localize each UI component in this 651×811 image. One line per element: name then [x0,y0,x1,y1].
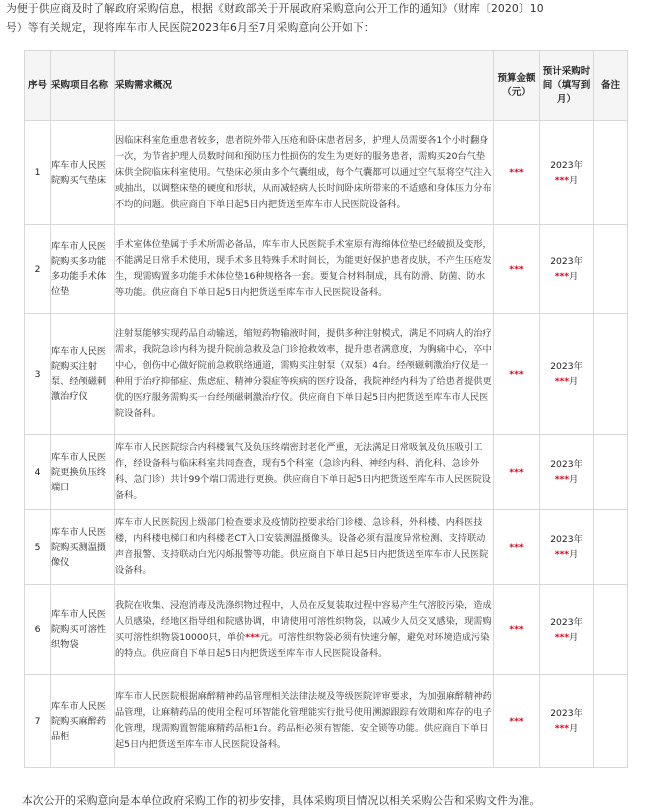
row-note [594,675,628,768]
row-no: 5 [25,510,51,585]
row-time [540,121,594,225]
time-year: 2023年 [550,459,583,470]
time-month: 月 [569,376,579,387]
row-desc: 因临床科室危重患者较多，患者院外带入压疮和卧床患者居多，护理人员需要各1个小时翻身一次，为节省护理人员数时间和预防压力性损伤的发生为更好的服务患者，需购买20台气垫床供全院临床科室使用。气垫床必须由多个气囊组成，每个气囊都可以通过空气泵将空气注入或抽出，以调整床垫的硬度和形状，从而减轻病人长时间卧床所带来的不适感和身体压力分布不均的问题。供应商自下单日起5日内把货送至库车市人民医院设备科。 [115,121,494,225]
header-budget: 预算金额（元） [494,51,540,121]
time-year: 2023年 [550,708,583,719]
row-note [594,225,628,314]
time-month: 月 [569,631,579,643]
row-budget: *** [494,435,540,510]
row-budget: *** [494,225,540,314]
row-budget: *** [494,121,540,225]
time-year: 2023年 [550,361,583,372]
unit-price-mask: *** [245,631,260,643]
time-mask: *** [554,376,570,387]
time-month: 月 [569,174,579,186]
table-row [25,585,628,675]
table-row [25,435,628,510]
row-time [540,314,594,435]
row-desc [115,585,494,675]
intro-line-1: 为便于供应商及时了解政府采购信息，根据《财政部关于开展政府采购意向公开工作的通知》（财库〔2020〕10 [6,2,544,15]
row-budget: *** [494,585,540,675]
intro-line-2: 号）等有关规定，现将库车市人民医院2023年6月至7月采购意向公开如下： [6,21,375,34]
time-year: 2023年 [550,534,583,545]
row-desc: 库车市人民医院因上级部门检查要求及疫情防控要求给门诊楼、急诊科，外科楼、内科医技楼，内科楼电梯口和内科楼老CT入口安装测温摄像头。设备必须有温度异常检测、支持联动声音报警、支持联动白光闪烁报警等功能。供应商自下单日起5日内把货送至库车市人民医院设备科。 [115,510,494,585]
row-budget: *** [494,675,540,768]
time-mask: *** [554,474,570,485]
row-budget: *** [494,510,540,585]
row-name: 库车市人民医院购买多功能多功能手术体位垫 [51,225,115,314]
footer-note: 本次公开的采购意向是本单位政府采购工作的初步安排，具体采购项目情况以相关采购公告和采购文件为准。 [22,794,541,807]
desc-text-after: 元。可溶性织物袋必须有快速分解，避免对环境造成污染的特点。供应商自下单日起5日内把货送至库车市人民医院设备科。 [115,631,490,659]
row-note [594,435,628,510]
header-note: 备注 [594,51,628,121]
row-no: 4 [25,435,51,510]
time-mask: *** [554,723,570,734]
table-row [25,675,628,768]
row-no: 6 [25,585,51,675]
row-no: 3 [25,314,51,435]
row-desc: 库车市人民医院综合内科楼氧气及负压终端密封老化严重，无法满足日常吸氧及负压吸引工作，经设备科与临床科室共同查查，现有5个科室（急诊内科、神经内科、消化科、急诊外科、急门诊）共计99个端口需进行更换。供应商自下单日起5日内把货送至库车市人民医院设备科。 [115,435,494,510]
time-mask: *** [554,549,570,560]
row-name: 库车市人民医院购买可溶性织物袋 [51,585,115,675]
time-mask: *** [554,174,570,186]
time-month: 月 [569,723,579,734]
header-time: 预计采购时间（填写到月） [540,51,594,121]
row-no: 2 [25,225,51,314]
desc-text-before: 我院在收集、浸泡消毒及洗涤织物过程中，人员在反复装取过程中容易产生气溶胶污染，造成人员感染，经地区指导组和院感协调，申请使用可溶性织物袋，以减少人员交叉感染，现需购买可溶性织物袋10000只，单价 [115,599,492,643]
time-year: 2023年 [550,159,583,171]
time-mask: *** [554,271,570,282]
row-note [594,585,628,675]
row-time [540,225,594,314]
row-desc: 手术室体位垫属于手术所需必备品，库车市人民医院手术室原有海绵体位垫已经破损及变形，不能满足日常手术使用，现手术多且特殊手术时间长，为能更好保护患者皮肤，不产生压疮发生，现需购置多功能手术体位垫16种规格各一套。要复合材料制成，具有防滑、防菌、防水等功能。供应商自下单日起5日内把货送至库车市人民医院设备科。 [115,225,494,314]
row-no: 7 [25,675,51,768]
time-month: 月 [569,549,579,560]
row-name: 库车市人民医院购买麻醉药品柜 [51,675,115,768]
header-no: 序号 [25,51,51,121]
table-header-row [25,51,628,121]
row-time [540,435,594,510]
time-mask: *** [554,631,570,643]
row-desc: 库车市人民医院根据麻醉精神药品管理相关法律法规及等级医院评审要求，为加强麻醉精神药品管理，让麻精药品的使用全程可环智能化管理能实行批号使用溯源跟踪有效期和库存的电子化管理，现需购置智能麻精药品柜1台。药品柜必须有智能、安全锁等功能。供应商自下单日起5日内把货送至库车市人民医院设备科。 [115,675,494,768]
row-no: 1 [25,121,51,225]
table-row [25,314,628,435]
table-row [25,121,628,225]
procurement-table [24,50,628,768]
time-month: 月 [569,271,579,282]
header-desc: 采购需求概况 [115,51,494,121]
row-budget: *** [494,314,540,435]
row-name: 库车市人民医院购买测温摄像仪 [51,510,115,585]
row-desc: 注射泵能够实现药品自动输送，缩短药物输液时间，提供多种注射模式，满足不同病人的治疗需求，我院急诊内科为提升院前急救及急门诊抢救效率，提升患者满意度，为胸痛中心，卒中中心，创伤中心做好院前急救联络通道，需购买注射泵（双泵）4台。经颅磁刺激治疗仪是一种用于治疗抑郁症、焦虑症、精神分裂症等疾病的医疗设备，我院神经内科为了给患者提供更优的医疗服务需购买一台经颅磁刺激治疗仪。供应商自下单日起5日内把货送至库车市人民医院设备科。 [115,314,494,435]
row-name: 库车市人民医院购买注射泵、经颅磁刺激治疗仪 [51,314,115,435]
row-name: 库车市人民医院更换负压终端口 [51,435,115,510]
row-note [594,314,628,435]
time-year: 2023年 [550,256,583,267]
row-note [594,121,628,225]
table-row [25,225,628,314]
row-name: 库车市人民医院购买气垫床 [51,121,115,225]
row-time [540,510,594,585]
time-month: 月 [569,474,579,485]
header-name: 采购项目名称 [51,51,115,121]
row-time [540,585,594,675]
row-time [540,675,594,768]
row-note [594,510,628,585]
time-year: 2023年 [550,616,583,628]
table-row [25,510,628,585]
